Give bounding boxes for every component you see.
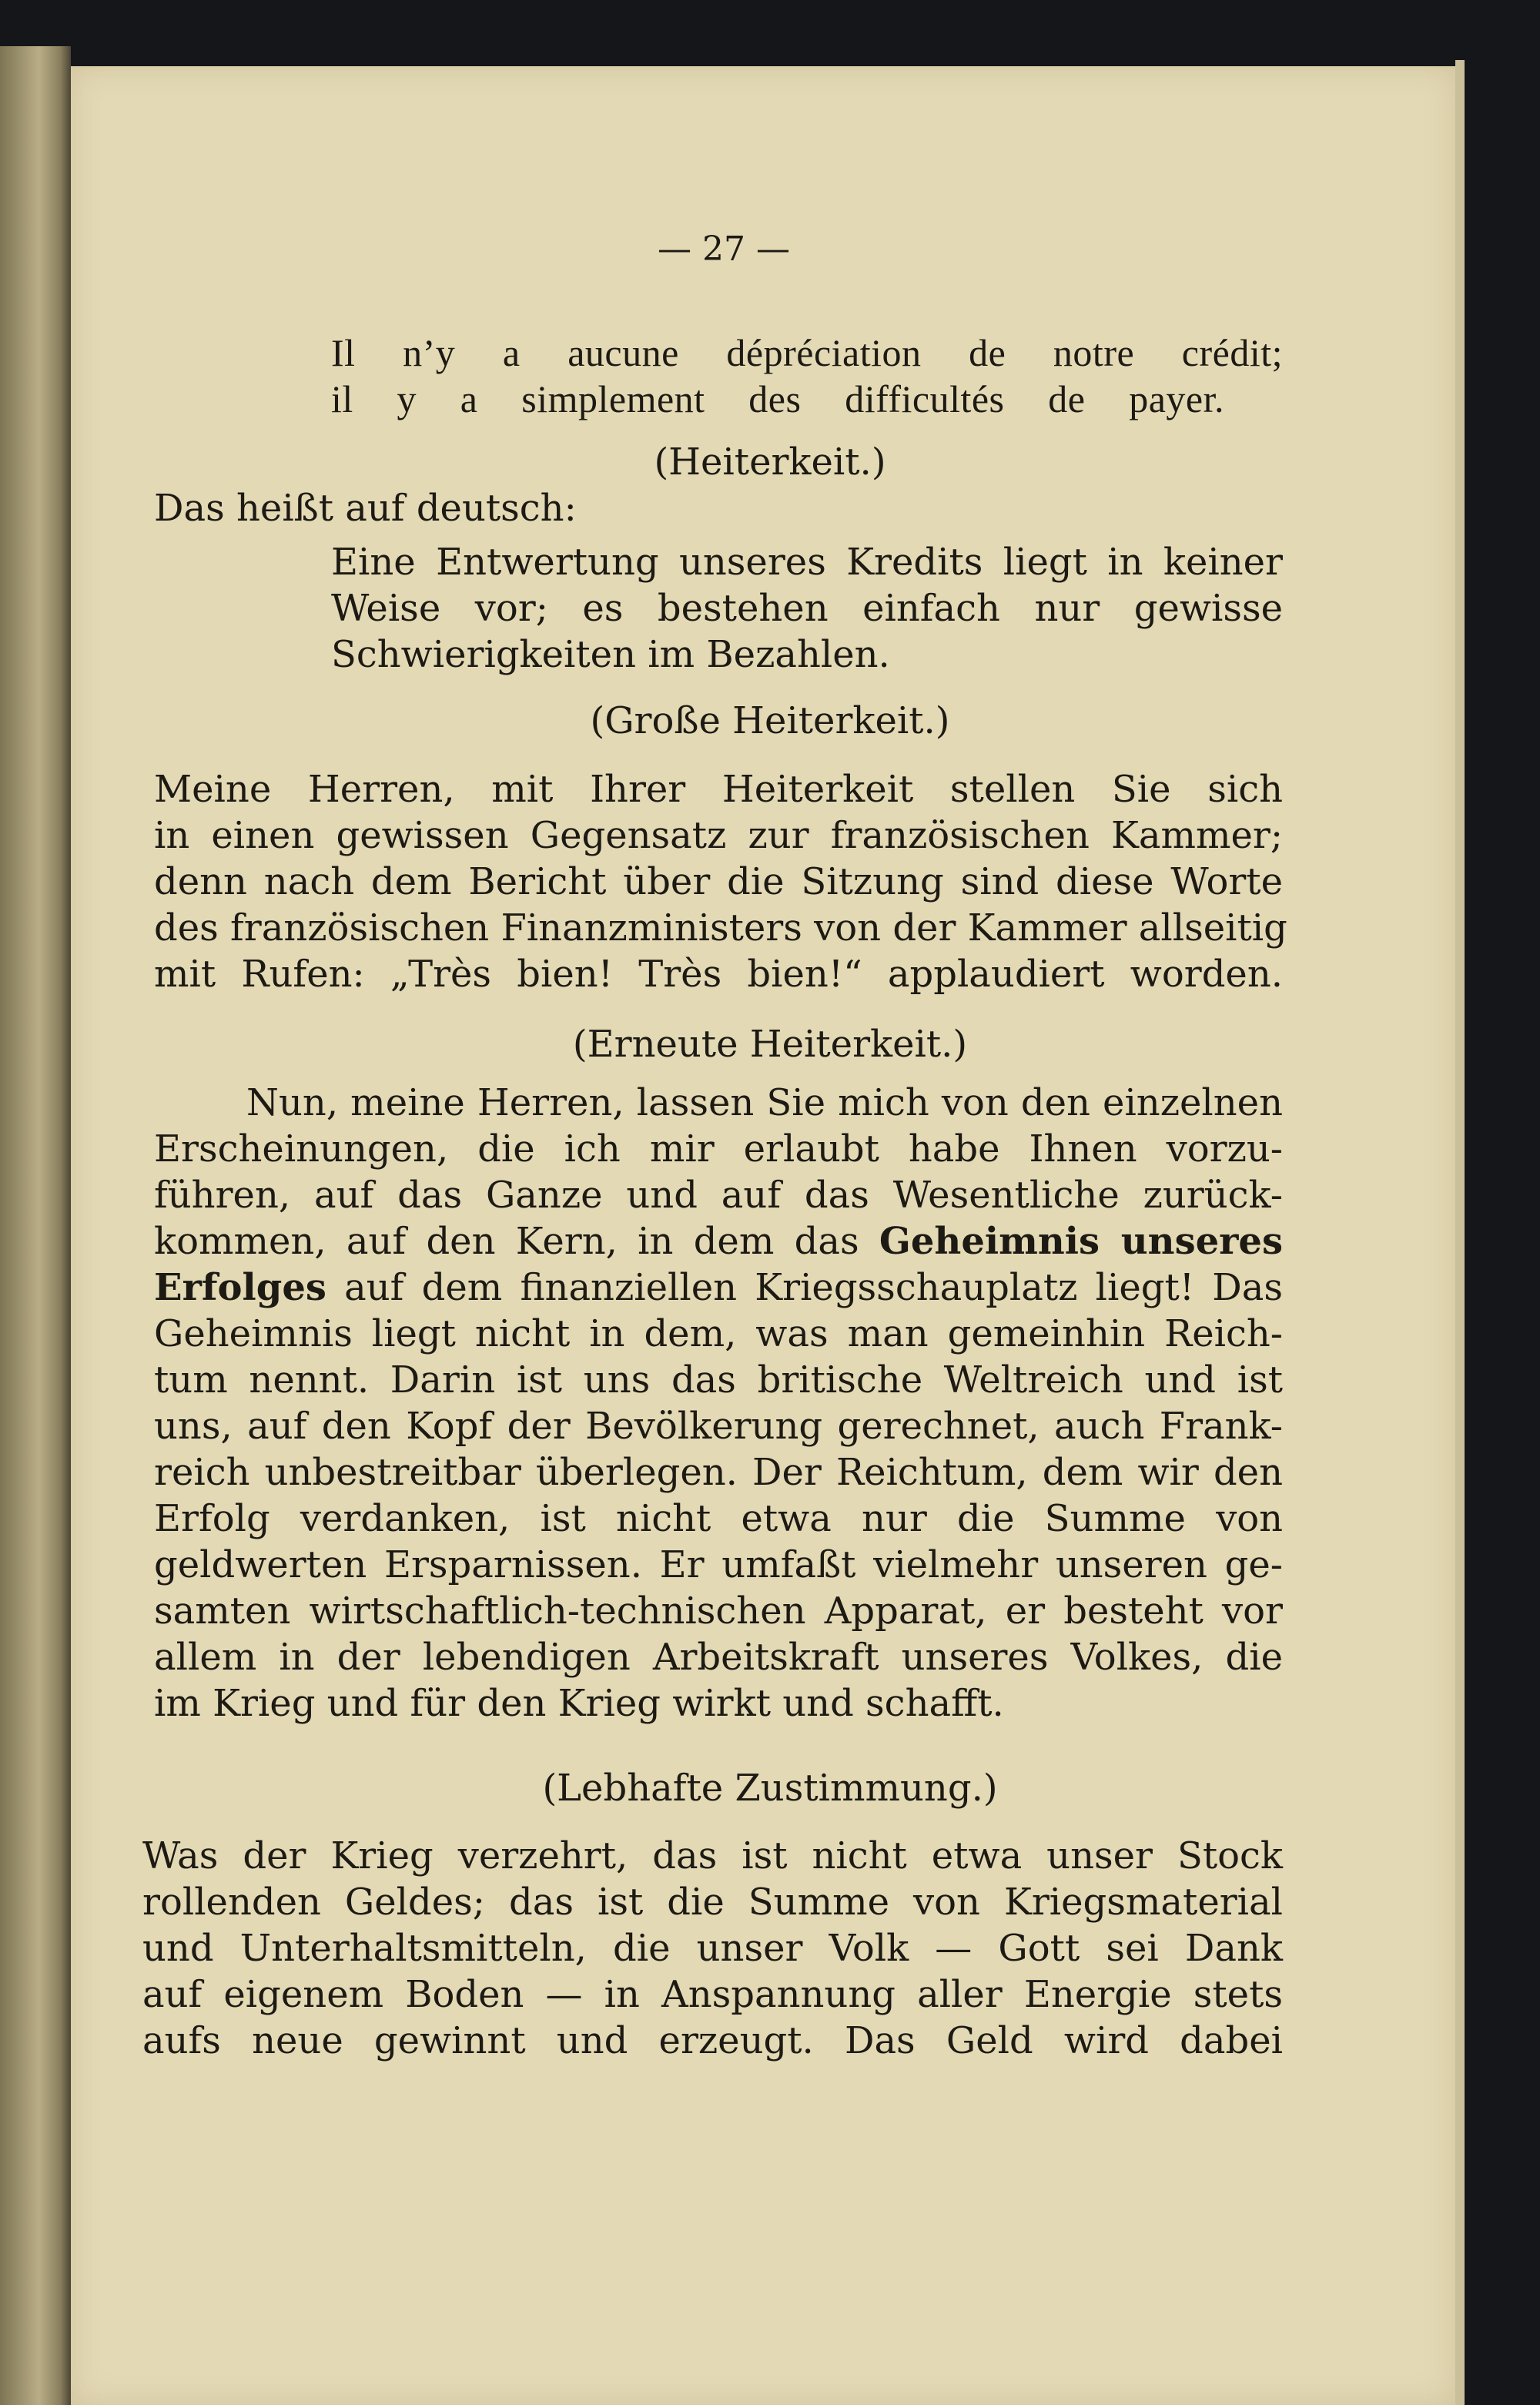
intro-line: [154, 485, 693, 531]
paragraph-line: Was der Krieg verzehrt, das ist nicht etwa unser Stock: [142, 1834, 1283, 1877]
paragraph-line: denn nach dem Bericht über die Sitzung sind diese Worte: [154, 860, 1283, 903]
paragraph-line: aufs neue gewinnt und erzeugt. Das Geld wird dabei: [142, 2019, 1283, 2062]
french-quote: [331, 330, 1283, 422]
intro-text: Das heißt auf deutsch:: [154, 487, 577, 530]
paragraph-line: allem in der lebendigen Arbeitskraft unseres Volkes, die: [154, 1636, 1283, 1679]
line-text: kommen, auf den Kern, in dem das: [154, 1220, 879, 1263]
remark-grosse-heiterkeit: (Große Heiterkeit.): [590, 699, 950, 742]
paragraph-line: uns, auf den Kopf der Bevölkerung gerechnet, auch Frank-: [154, 1405, 1283, 1448]
paragraph-line: Geheimnis liegt nicht in dem, was man gemeinhin Reich-: [154, 1312, 1283, 1355]
paragraph-line: mit Rufen: „Très bien! Très bien!“ applaudiert worden.: [154, 953, 1283, 996]
paragraph-line: Nun, meine Herren, lassen Sie mich von den einzelnen: [246, 1081, 1283, 1124]
paragraph-line: Erfolg verdanken, ist nicht etwa nur die Summe von: [154, 1497, 1283, 1540]
paragraph-line: reich unbestreitbar überlegen. Der Reichtum, dem wir den: [154, 1451, 1283, 1494]
paragraph-line: und Unterhaltsmitteln, die unser Volk — Gott sei Dank: [142, 1927, 1283, 1970]
emphasis-text: Erfolges: [154, 1266, 326, 1309]
paragraph-1: [154, 766, 1287, 997]
paragraph-line: geldwerten Ersparnissen. Er umfaßt vielmehr unseren ge-: [154, 1543, 1283, 1586]
paragraph-line: [154, 1218, 1283, 1264]
emphasis-text: Geheimnis unseres: [879, 1220, 1283, 1263]
paragraph-line: des französischen Finanzministers von der Kammer allseitig: [154, 906, 1287, 950]
french-quote-line: Il n’y a aucune dépréciation de notre crédit;: [331, 331, 1283, 374]
german-quote-line: Eine Entwertung unseres Kredits liegt in keiner: [331, 541, 1283, 584]
remark-erneute-heiterkeit: (Erneute Heiterkeit.): [572, 1023, 968, 1066]
paragraph-line: auf eigenem Boden — in Anspannung aller Energie stets: [142, 1973, 1283, 2016]
paragraph-2: [154, 1080, 1283, 1727]
paragraph-line: Meine Herren, mit Ihrer Heiterkeit stellen Sie sich: [154, 768, 1283, 811]
paragraph-line: samten wirtschaftlich-technischen Apparat, er besteht vor: [154, 1589, 1283, 1633]
german-quote: [331, 539, 1283, 678]
book-spine: [0, 46, 71, 2405]
paragraph-line: Erscheinungen, die ich mir erlaubt habe Ihnen vorzu-: [154, 1127, 1283, 1171]
paragraph-3: [142, 1833, 1283, 2064]
page-edge: [1455, 60, 1465, 2405]
page-number: — 27 —: [658, 229, 790, 269]
german-quote-line: Weise vor; es bestehen einfach nur gewisse: [331, 587, 1283, 630]
french-quote-line: il y a simplement des difficultés de payer.: [331, 377, 1224, 420]
paragraph-line: führen, auf das Ganze und auf das Wesentliche zurück-: [154, 1174, 1283, 1217]
paragraph-line: [154, 1264, 1283, 1311]
paragraph-line: tum nennt. Darin ist uns das britische Weltreich und ist: [154, 1358, 1283, 1402]
paragraph-line: rollenden Geldes; das ist die Summe von Kriegsmaterial: [142, 1881, 1283, 1924]
paragraph-line: im Krieg und für den Krieg wirkt und schafft.: [154, 1682, 1004, 1725]
german-quote-line: Schwierigkeiten im Bezahlen.: [331, 633, 890, 676]
remark-heiterkeit: (Heiterkeit.): [654, 440, 886, 484]
line-text: auf dem finanziellen Kriegsschauplatz liegt! Das: [326, 1266, 1283, 1309]
paragraph-line: in einen gewissen Gegensatz zur französischen Kammer;: [154, 814, 1283, 857]
remark-lebhafte-zustimmung: (Lebhafte Zustimmung.): [542, 1767, 998, 1810]
